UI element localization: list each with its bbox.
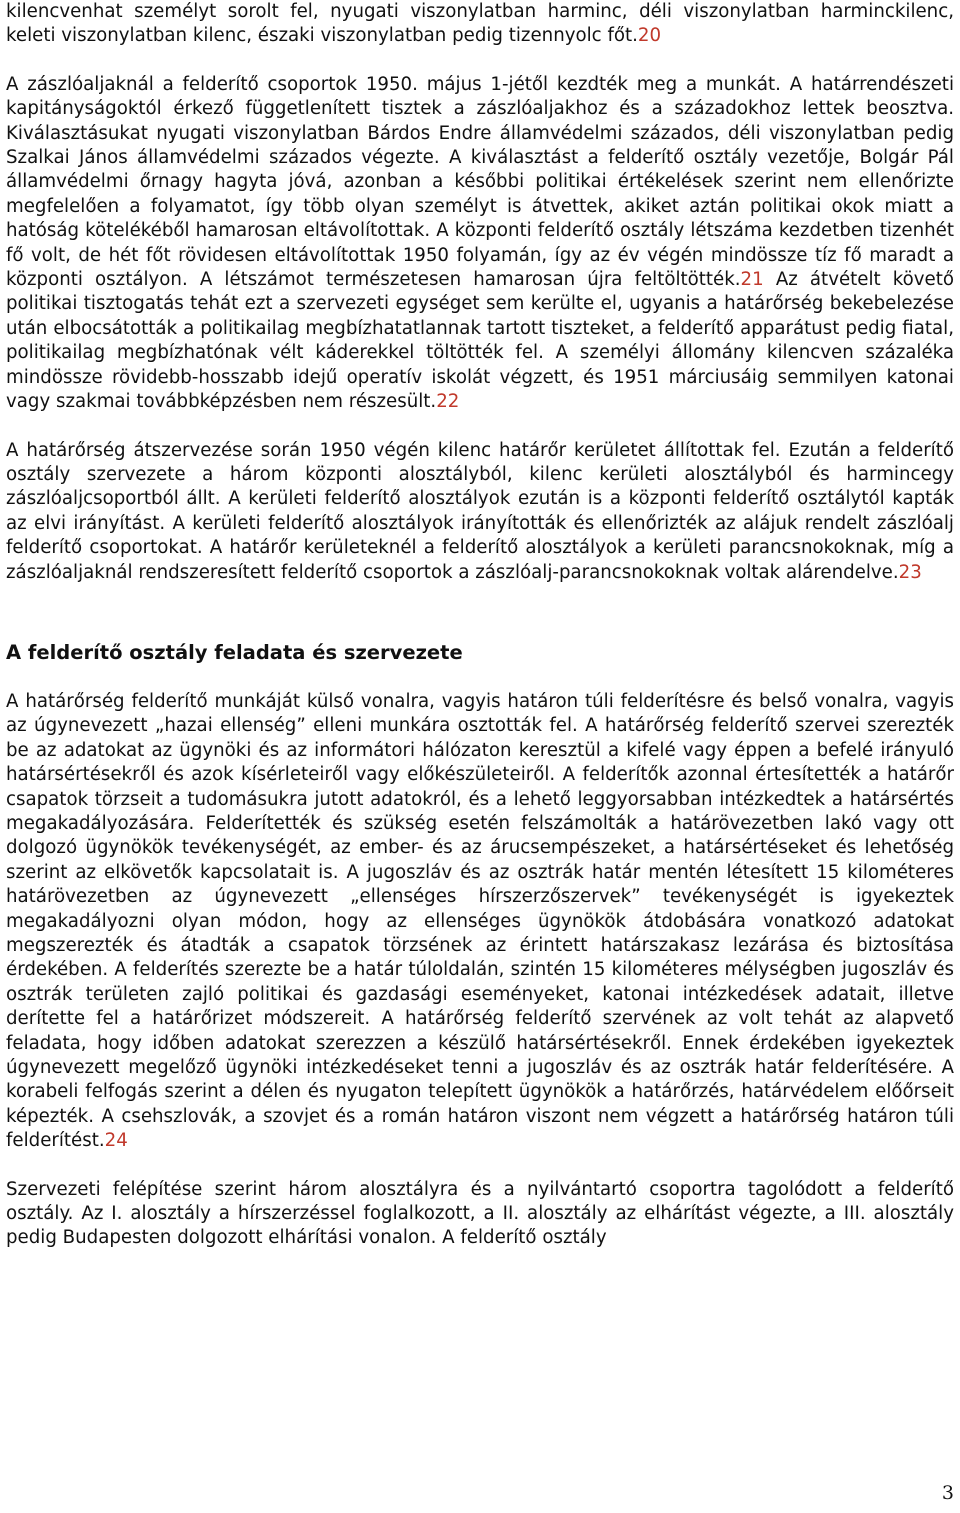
document-page (6, 0, 954, 1251)
footnote-ref-22[interactable]: 22 (436, 391, 460, 413)
paragraph-text-continued: Az átvételt követő politikai tisztogatás tehát ezt a szervezeti egységet sem kerülte el, ugyanis a határőrség bekebelezése után elbocsátották a politikailag megbízhatatlannak tartott tiszteket, a felderítő apparátust pedig fiatal, politikailag megbízhatónak vélt káderekkel töltötték fel. A személyi állomány kilencven százaléka mindössze rövidebb-hosszabb idejű operatív iskolát végzett, és 1951 márciusáig semmilyen katonai vagy szakmai továbbképzésben nem részesült. (6, 269, 954, 413)
page-number: 3 (941, 1482, 954, 1504)
paragraph-1 (6, 0, 954, 49)
paragraph-text: Szervezeti felépítése szerint három alosztályra és a nyilvántartó csoportra tagolódott a felderítő osztály. Az I. alosztály a hírszerzéssel foglalkozott, a II. alosztály az elhárítást végezte, a III. alosztály pedig Budapesten dolgozott elhárítási vonalon. A felderítő osztály (6, 1178, 954, 1249)
footnote-ref-20[interactable]: 20 (637, 25, 662, 47)
paragraph-text: kilencvenhat személyt sorolt fel, nyugati viszonylatban harminc, déli viszonylatban harminckilenc, keleti viszonylatban kilenc, északi viszonylatban pedig tizennyolc főt. (6, 1, 954, 47)
footnote-ref-21[interactable]: 21 (740, 269, 764, 291)
section-paragraph-2 (6, 1178, 954, 1251)
paragraph-text: A határőrség felderítő munkáját külső vonalra, vagyis határon túli felderítésre és belső vonalra, vagyis az úgynevezett „hazai ellenség” elleni munkára osztották fel. A határőrség felderítő szervei szerezték be az adatokat az ügynöki és az informátori hálózaton keresztül a kifelé vagy éppen a befelé irányuló határsértésekről és azok kísérleteiről vagy előkészületeiről. A felderítők azonnal értesítették a határőr csapatok törzseit a tudomásukra jutott adatokról, és a lehető leggyorsabban intézkedtek a határsértés megakadályozására. Felderítették és szükség esetén felszámolták a határövezetben lakó vagy ott dolgozó ügynökök tevékenységét, az ember- és az árucsempészeket, a határsértéseket és lehetőség szerint az elkövetők kapcsolatait is. A jugoszláv és az osztrák határ mentén létesített 15 kilométeres határövezetben az úgynevezett „ellenséges hírszerzőszervek” tevékenységét is igyekeztek megakadályozni olyan módon, hogy az ellenséges ügynökök átdobására vonatkozó adatokat megszerezték és átadták a csapatok törzsének az érintett határszakasz lezárása és biztosítása érdekében. A felderítés szerezte be a határ túloldalán, szintén 15 kilométeres mélységben jugoszláv és osztrák területen zajló politikai és gazdasági eseményeket, katonai intézkedések adatait, illetve derítette fel a határőrizet módszereit. A határőrség felderítő szervének az volt tehát az alapvető feladata, hogy időben adatokat szerezzen a készülő határsértésekről. Ennek érdekében igyekeztek úgynevezett megelőző ügynöki intézkedéseket tenni a jugoszláv és az osztrák határ felderítésére. A korabeli felfogás szerint a délen és nyugaton telepített ügynökök a határőrzés, határvédelem előőrseit képezték. A csehszlovák, a szovjet és a román határon viszont nem végzett a határőrség határon túli felderítést. (6, 690, 954, 1152)
paragraph-text: A zászlóaljaknál a felderítő csoportok 1950. május 1-jétől kezdték meg a munkát. A határrendészeti kapitányságoktól érkező függetlenített tisztek a zászlóaljakhoz és a századokhoz lettek beosztva. Kiválasztásukat nyugati viszonylatban Bárdos Endre államvédelmi százados, déli viszonylatban pedig Szalkai János államvédelmi százados végezte. A kiválasztást a felderítő osztály vezetője, Bolgár Pál államvédelmi őrnagy hagyta jóvá, azonban a későbbi politikai értékelések szerint nem ellenőrizte megfelelően a folyamatot, így több olyan személyt is átvettek, akiket aztán politikai okok miatt a hatóság kötelékéből hamarosan eltávolítottak. A központi felderítő osztály létszáma kezdetben tizenhét fő volt, de hét főt rövidesen eltávolítottak 1950 folyamán, így az év végén mindössze tíz fő maradt a központi osztályon. A létszámot természetesen hamarosan újra feltöltötték. (6, 73, 954, 291)
paragraph-text: A határőrség átszervezése során 1950 végén kilenc határőr kerületet állítottak fel. Ezután a felderítő osztály szervezete a három központi alosztályból, kilenc kerületi alosztályból és harmincegy zászlóaljcsoportból állt. A kerületi felderítő alosztályok ezután is a központi felderítő osztálytól kapták az elvi irányítást. A kerületi felderítő alosztályok irányították és ellenőrizték az alájuk rendelt zászlóalj felderítő csoportokat. A határőr kerületeknél a felderítő alosztályok a kerületi parancsnokoknak, míg a zászlóaljaknál rendszeresített felderítő csoportok a zászlóalj-parancsnokoknak voltak alárendelve. (6, 439, 954, 583)
section-paragraph-1 (6, 690, 954, 1154)
section-heading: A felderítő osztály feladata és szervezete (6, 640, 463, 664)
paragraph-2 (6, 73, 954, 415)
footnote-ref-24[interactable]: 24 (104, 1130, 128, 1152)
paragraph-3 (6, 439, 954, 585)
footnote-ref-23[interactable]: 23 (898, 561, 922, 583)
